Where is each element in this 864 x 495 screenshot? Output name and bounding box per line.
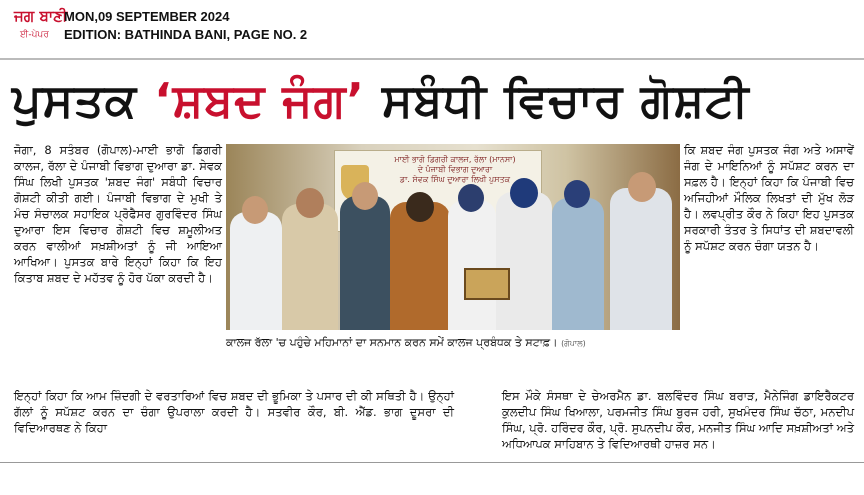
banner-text bbox=[375, 155, 535, 185]
article-bottom-right: ਇਸ ਮੌਕੇ ਸੰਸਥਾ ਦੇ ਚੇਅਰਮੈਨ ਡਾ. ਬਲਵਿੰਦਰ ਸਿੰਘ ਬਰਾੜ, ਮੈਨੇਜਿੰਗ ਡਾਇਰੈਕਟਰ ਕੁਲਦੀਪ ਸਿੰਘ ਖਿਆਲਾ, ਪਰਮਜੀਤ ਸਿੰਘ ਬੁਰਜ ਹਰੀ, ਸੁਖਮੰਦਰ ਸਿੰਘ ਚੱਠਾ, ਮਨਦੀਪ ਸਿੰਘ, ਪ੍ਰੋ. ਹਰਿੰਦਰ ਕੌਰ, ਪ੍ਰੋ. ਸੁਪਨਦੀਪ ਕੌਰ, ਮਨਜੀਤ ਸਿੰਘ ਆਦਿ ਸਖ਼ਸ਼ੀਅਤਾਂ ਅਤੇ ਅਧਿਆਪਕ ਸਾਹਿਬਾਨ ਤੇ ਵਿਦਿਆਰਥੀ ਹਾਜ਼ਰ ਸਨ। bbox=[502, 389, 854, 451]
headline-part-1: ਪੁਸਤਕ bbox=[12, 73, 155, 127]
article-column-right: ਕਿ ਸ਼ਬਦ ਜੰਗ ਪੁਸਤਕ ਜੰਗ ਅਤੇ ਅਸਾਵੇਂ ਜੰਗ ਦੇ ਮਾਇਨਿਆਂ ਨੂੰ ਸਪੱਸ਼ਟ ਕਰਨ ਦਾ ਸਫ਼ਲ ਹੈ। ਇਨ੍ਹਾਂ ਕਿਹਾ ਕਿ ਪੰਜਾਬੀ ਵਿਚ ਅਜਿਹੀਆਂ ਮੌਲਿਕ ਲਿਖਤਾਂ ਦੀ ਮੁੱਖ ਲੋੜ ਹੈ। ਲਵਪ੍ਰੀਤ ਕੌਰ ਨੇ ਕਿਹਾ ਇਹ ਪੁਸਤਕ ਸਰਕਾਰੀ ਤੰਤਰ ਤੇ ਸਿਧਾਂਤ ਦੀ ਸ਼ਬਦਾਵਲੀ ਨੂੰ ਸਪੱਸ਼ਟ ਕਰਨ ਚੰਗਾ ਯਤਨ ਹੈ। bbox=[684, 143, 854, 253]
person-figure bbox=[448, 200, 496, 330]
article-headline bbox=[12, 72, 852, 130]
person-head bbox=[510, 178, 538, 208]
photo-credit: (ਗੋਪਾਲ) bbox=[561, 339, 586, 348]
memento-plaque bbox=[464, 268, 510, 300]
person-figure bbox=[340, 196, 390, 330]
person-head bbox=[458, 184, 484, 212]
person-head bbox=[406, 192, 434, 222]
headline-part-2: ਸਬੰਧੀ ਵਿਚਾਰ ਗੋਸ਼ਟੀ bbox=[364, 73, 750, 127]
article-bottom-left: ਇਨ੍ਹਾਂ ਕਿਹਾ ਕਿ ਆਮ ਜ਼ਿੰਦਗੀ ਦੇ ਵਰਤਾਰਿਆਂ ਵਿਚ ਸ਼ਬਦ ਦੀ ਭੂਮਿਕਾ ਤੇ ਪਸਾਰ ਦੀ ਕੀ ਸਥਿਤੀ ਹੈ। ਉਨ੍ਹਾਂ ਗੱਲਾਂ ਨੂੰ ਸਪੱਸ਼ਟ ਕਰਨ ਦਾ ਚੰਗਾ ਉਪਰਾਲਾ ਕਰਦੀ ਹੈ। ਸਤਵੀਰ ਕੌਰ, ਬੀ. ਐੱਡ. ਭਾਗ ਦੂਸਰਾ ਦੀ ਵਿਦਿਆਰਥਣ ਨੇ ਕਿਹਾ bbox=[14, 389, 454, 435]
header-divider bbox=[0, 58, 864, 60]
caption-text: ਕਾਲਜ ਰੱਲਾ 'ਚ ਪਹੁੰਚੇ ਮਹਿਮਾਨਾਂ ਦਾ ਸਨਮਾਨ ਕਰਨ ਸਮੇਂ ਕਾਲਜ ਪ੍ਰਬੰਧਕ ਤੇ ਸਟਾਫ਼। bbox=[226, 336, 558, 349]
person-figure bbox=[496, 192, 552, 330]
publication-date: MON,09 SEPTEMBER 2024 bbox=[64, 9, 230, 24]
person-figure bbox=[610, 188, 672, 330]
person-head bbox=[352, 182, 378, 210]
logo-main-text: ਜਗ ਬਾਣੀ bbox=[14, 7, 68, 25]
jagbani-logo[interactable] bbox=[14, 6, 68, 52]
person-head bbox=[564, 180, 590, 208]
person-head bbox=[296, 188, 324, 218]
footer-divider bbox=[0, 462, 864, 463]
page-header bbox=[0, 0, 864, 56]
person-head bbox=[242, 196, 268, 224]
banner-line-2: ਦੇ ਪੰਜਾਬੀ ਵਿਭਾਗ ਦੁਆਰਾ bbox=[417, 165, 493, 174]
person-head bbox=[628, 172, 656, 202]
article-photo bbox=[226, 144, 680, 330]
person-figure bbox=[552, 198, 604, 330]
person-figure bbox=[230, 212, 282, 330]
banner-line-3: ਡਾ. ਸੇਵਕ ਸਿੰਘ ਦੁਆਰਾ ਲਿਖੀ ਪੁਸਤਕ bbox=[399, 175, 511, 184]
headline-quoted-title: ‘ਸ਼ਬਦ ਜੰਗ’ bbox=[154, 73, 365, 127]
person-figure bbox=[282, 204, 338, 330]
logo-sub-text: ਈ-ਪੇਪਰ bbox=[20, 30, 49, 40]
article-column-left: ਜੋਗਾ, 8 ਸਤੰਬਰ (ਗੋਪਾਲ)-ਮਾਈ ਭਾਗੋ ਡਿਗਰੀ ਕਾਲਜ, ਰੱਲਾ ਦੇ ਪੰਜਾਬੀ ਵਿਭਾਗ ਦੁਆਰਾ ਡਾ. ਸੇਵਕ ਸਿੰਘ ਲਿਖੀ ਪੁਸਤਕ 'ਸ਼ਬਦ ਜੰਗ' ਸਬੰਧੀ ਵਿਚਾਰ ਗੋਸ਼ਟੀ ਕੀਤੀ ਗਈ। ਪੰਜਾਬੀ ਵਿਭਾਗ ਦੇ ਮੁਖੀ ਤੇ ਮੰਚ ਸੰਚਾਲਕ ਸਹਾਇਕ ਪ੍ਰੋਫੈਸਰ ਗੁਰਵਿੰਦਰ ਸਿੰਘ ਦੁਆਰਾ ਇਸ ਵਿਚਾਰ ਗੋਸ਼ਟੀ ਵਿਚ ਸ਼ਮੂਲੀਅਤ ਕਰਨ ਵਾਲੀਆਂ ਸਖ਼ਸ਼ੀਅਤਾਂ ਨੂੰ ਜੀ ਆਇਆ ਆਖਿਆ। ਪੁਸਤਕ ਬਾਰੇ ਇਨ੍ਹਾਂ ਕਿਹਾ ਕਿ ਇਹ ਕਿਤਾਬ ਸ਼ਬਦ ਦੇ ਮਹੱਤਵ ਨੂੰ ਹੋਰ ਪੱਕਾ ਕਰਦੀ ਹੈ। bbox=[14, 143, 222, 285]
banner-line-1: ਮਾਈ ਭਾਗੋ ਡਿਗਰੀ ਕਾਲਜ, ਰੱਲਾ (ਮਾਨਸਾ) bbox=[394, 155, 516, 164]
edition-info: EDITION: BATHINDA BANI, PAGE NO. 2 bbox=[64, 27, 308, 42]
photo-caption bbox=[226, 336, 680, 358]
